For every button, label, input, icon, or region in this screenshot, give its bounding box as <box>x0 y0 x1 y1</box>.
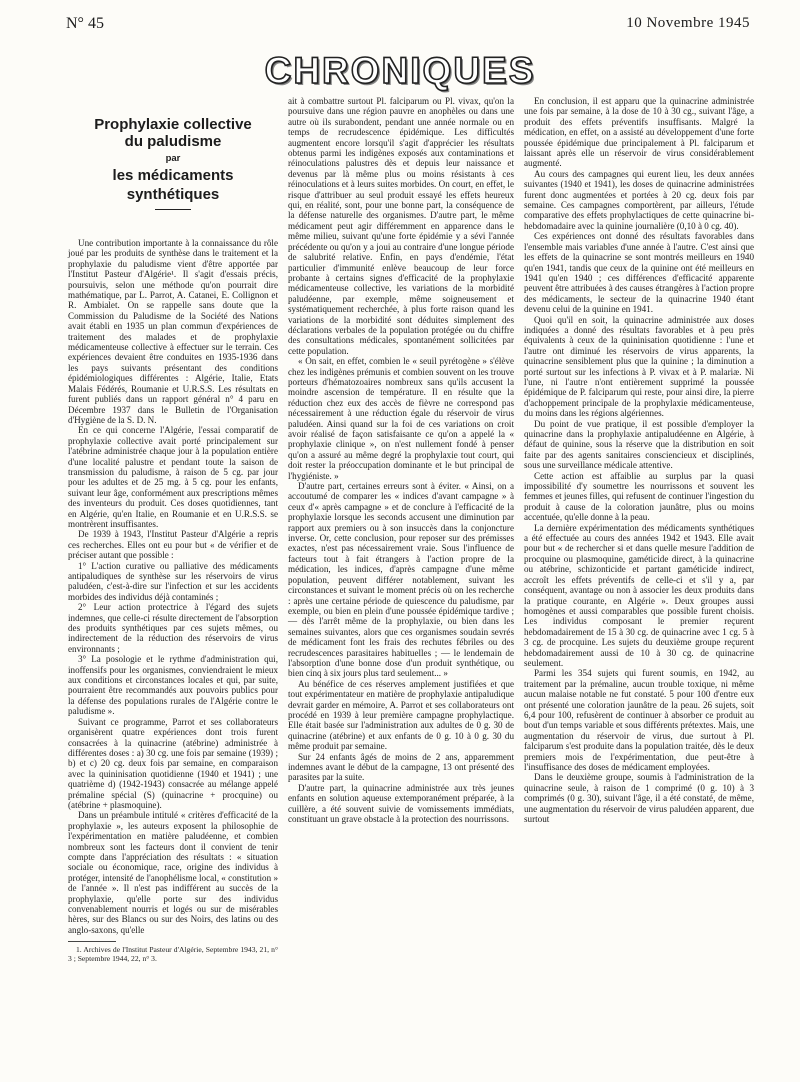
paragraph: D'autre part, certaines erreurs sont à éviter. « Ainsi, on a accoutumé de comparer les « indices d'avant campagne » à ceux d'« après campagne » et de conclure à l'efficacité de la prophylaxie lorsque les seconds accusent une diminution par rapport aux premiers ou à son insuccès dans la conjoncture inverse. Or, cette conclusion, pour reposer sur des prémisses exactes, n'est pas nécessairement vraie. Sous l'influence de facteurs tout à fait étrangers à l'action propre de la médication, les indices, d'après campagne d'une même population, peuvent différer notablement, suivant les circonstances et suivant le moment précis où on les recherche : après une certaine période de quiescence du paludisme, par exemple, ou bien en plein d'une poussée épidémique tardive ; — dès l'arrêt même de la prophylaxie, ou bien dans les semaines suivantes, alors que ces organismes soudain sevrés de médicament font les frais des rechutes fébriles ou des recrudescences parasitaires habituelles ; — le lendemain de l'absorption d'une bonne dose d'un produit synthétique, ou bien cinq à six jours plus tard seulement... » <box>288 481 514 679</box>
paragraph: Au cours des campagnes qui eurent lieu, les deux années suivantes (1940 et 1941), les doses de quinacrine administrées furent donc augmentées et portées à 20 cg. deux fois par semaine. Ces campagnes comportèrent, par ailleurs, l'étude comparative des effets prophylactiques de cette quinacrine bi-hebdomadaire avec la quinine journalière (0,10 à 0 cg. 40). <box>524 168 754 231</box>
paragraph: La dernière expérimentation des médicaments synthétiques a été effectuée au cours des années 1942 et 1943. Elle avait pour but « de rechercher si et dans quelle mesure l'addition de procquine ou plasmoquine, gaméticide direct, à la quinacrine ou atébrine, schizonticide et partant gaméticide indirect, accroît les effets préventifs de celle-ci et s'il y a, par conséquent, avantage ou non à associer les deux produits dans la pratique courante, en Algérie ». Deux groupes aussi homogènes et aussi comparables que possible furent choisis. Les individus composant le premier reçurent hebdomadairement de 15 à 30 cg. de quinacrine avec 1 cg. 5 à 3 cg. de procquine. Les sujets du deuxième groupe reçurent hebdomadairement aussi de 10 à 30 cg. de quinacrine seulement. <box>524 522 754 668</box>
title-rule <box>155 209 191 210</box>
paragraph: Dans le deuxième groupe, soumis à l'administration de la quinacrine seule, à raison de 1 comprimé (0 g. 10) à 3 comprimés (0 g. 30), suivant l'âge, il a été constaté, de même, une augmentation du réservoir de virus paludéen apparent, due surtout <box>524 772 754 825</box>
column-2 <box>288 96 514 824</box>
column-3 <box>524 96 754 824</box>
paragraph: 3° La posologie et le rythme d'administration qui, inoffensifs pour les organismes, conviendraient le mieux aux conditions et circonstances locales et qui, par suite, pourraient être recommandés aux pouvoirs publics pour la défense des populations rurales de l'Algérie contre le paludisme ». <box>68 654 278 717</box>
paragraph: 2° Leur action protectrice à l'égard des sujets indemnes, que celle-ci résulte directement de l'absorption des produits synthétiques par ces sujets mêmes, ou indirectement de la réduction des réservoirs de virus environnants ; <box>68 602 278 654</box>
paragraph: Sur 24 enfants âgés de moins de 2 ans, apparemment indemnes avant le début de la campagne, 13 ont présenté des parasites par la suite. <box>288 751 514 783</box>
paragraph: 1° L'action curative ou palliative des médicaments antipaludiques de synthèse sur les réservoirs de virus paludéen, c'est-à-dire sur l'infection et sur les accidents morbides des individus déjà contaminés ; <box>68 560 278 602</box>
issue-date: 10 Novembre 1945 <box>626 15 750 31</box>
paragraph: Une contribution importante à la connaissance du rôle joué par les produits de synthèse dans le traitement et la prophylaxie du paludisme vient d'être apportée par l'Institut Pasteur d'Algérie¹. Il s'agit d'essais précis, poursuivis, selon une méthode qu'on pourrait dire mathématique, par L. Parrot, A. Catanei, E. Collignon et R. Ambialet. On se rappelle sans doute que la Commission du Paludisme de la Société des Nations avait établi en 1935 un plan commun d'expériences de traitement des malades et de prophylaxie médicamenteuse collective à effectuer sur le terrain. Ces expériences devaient être conduites en 1935-1936 dans les pays suivants présentant des conditions épidémiologiques différentes : Algérie, Italie, Etats Malais Fédérés, Roumanie et U.R.S.S. Les résultats en furent publiés dans un rapport général n° 4 paru en Décembre 1937 dans le Bulletin de l'Organisation d'Hygiène de la S. D. N. <box>68 238 278 425</box>
paragraph: En conclusion, il est apparu que la quinacrine administrée une fois par semaine, à la dose de 10 à 30 cg., suivant l'âge, a produit des effets préventifs insuffisants. Malgré la médication, en effet, on a assisté au développement d'une forte poussée épidémique due principalement à Pl. falciparum et laissant après elle un réservoir de virus considérablement augmenté. <box>524 96 754 169</box>
footnote-text: 1. Archives de l'Institut Pasteur d'Algérie, Septembre 1943, 21, n° 3 ; Septembre 1944, 22, n° 3. <box>68 945 278 964</box>
article-title-line3: les médicaments synthétiques <box>112 167 234 203</box>
column-1 <box>68 116 278 963</box>
paragraph: Du point de vue pratique, il est possible d'employer la quinacrine dans la prophylaxie antipaludéenne en Algérie, à défaut de quinine, sous la réserve que la distribution en soit faite par des agents sanitaires consciencieux et disciplinés, sous une surveillance médicale attentive. <box>524 418 754 471</box>
paragraph: En ce qui concerne l'Algérie, l'essai comparatif de prophylaxie collective avait porté principalement sur l'atébrine administrée chaque jour à la population entière d'une localité palustre et pendant toute la saison de transmission du paludisme, à raison de 5 cg. par jour pour les adultes et de 25 mg. à 5 cg. pour les enfants, suivant leur âge, conformément aux prescriptions mêmes des inventeurs du produit. Ces doses quotidiennes, tant en Algérie, qu'en Italie, en Roumanie et en U.R.S.S. se montrèrent insuffisantes. <box>68 425 278 529</box>
paragraph: Parmi les 354 sujets qui furent soumis, en 1942, au traitement par la prémaline, aucun trouble toxique, ni même aucun malaise notable ne fut constaté. 5 pour 100 d'entre eux ont présenté une coloration jaunâtre de la peau. 26 sujets, soit 6,4 pour 100, refusèrent de continuer à absorber ce produit au bout d'un temps variable et sous différents prétextes. Mais, une augmentation du réservoir de virus, due surtout à Pl. falciparum s'est produite dans la population traitée, dès le deux premiers mois de l'expérimentation, due peut-être à l'insuffisance des doses de médicament employées. <box>524 668 754 772</box>
paragraph: Cette action est affaiblie au surplus par la quasi impossibilité d'y soumettre les nourrissons et souvent les femmes et jeunes filles, qui refusent de continuer l'ingestion du produit à cause de la coloration jaunâtre, plus ou moins accentuée, qu'elle donne à la peau. <box>524 470 754 523</box>
article-title-line2: du paludisme <box>124 133 222 150</box>
paragraph: Suivant ce programme, Parrot et ses collaborateurs organisèrent quatre expériences dont trois furent consacrées à la quinacrine (atébrine) administrée à différentes doses : a) 30 cg. une fois par semaine (1939) ; b) et c) 20 cg. deux fois par semaine, en comparaison avec la quininisation quotidienne (1940 et 1941) ; une quatrième d) (1942-1943) consacrée au mélange appelé prémaline spécial (S) (quinacrine + procquine) ou (atébrine + plasmoquine). <box>68 716 278 810</box>
paragraph: ait à combattre surtout Pl. falciparum ou Pl. vivax, qu'on la poursuive dans une région pauvre en anophèles ou dans une autre où ils surabondent, pendant une année normale ou en temps de recrudescence épidémique. Les difficultés augmentent encore lorsqu'il s'agit d'apprécier les résultats obtenus parmi les indigènes exposés aux contaminations et réinoculations palustres dès et depuis leur naissance et devenus par là même plus ou moins résistants à ces réinoculations et à leurs suites morbides. On court, en effet, le risque d'attribuer au seul produit essayé les effets heureux qui, en réalité, sont, pour une bonne part, la conséquence de la défense naturelle des organismes. D'autre part, le même médicament peut agir différemment en apparence dans le même milieu, suivant qu'une forte épidémie y a sévi l'année précédente ou qu'on y a joui au contraire d'une longue période de salubrité relative. Enfin, en pays d'endémie, l'état particulier d'immunité enlève beaucoup de leur force probante à certains signes d'efficacité de la prophylaxie médicamenteuse collective, les variations de la morbidité paludéenne, par exemple, même soigneusement et systématiquement recherchée, à plus forte raison quand les variations de la morbidité sont déduites simplement des déclarations verbales de la population protégée ou du chiffre des consultations médicales, spontanément sollicitées par cette population. <box>288 96 514 356</box>
paragraph: De 1939 à 1943, l'Institut Pasteur d'Algérie a repris ces recherches. Elles ont eu pour but « de vérifier et de préciser autant que possible : <box>68 529 278 561</box>
paragraph: Quoi qu'il en soit, la quinacrine administrée aux doses indiquées a donné des résultats favorables et à peu près équivalents à ceux de la quininisation quotidienne : l'une et l'autre ont diminué les réservoirs de virus apparents, la quinacrine sensiblement plus que la quinine ; la diminution a porté surtout sur les infections à P. vivax et à P. malariæ. Ni l'une, ni l'autre n'ont entièrement supprimé la poussée épidémique de P. falciparum qui reste, pour ainsi dire, la pierre d'achoppement principale de la prophylaxie médicamenteuse, du moins dans les régions algériennes. <box>524 314 754 419</box>
paragraph: « On sait, en effet, combien le « seuil pyrétogène » s'élève chez les indigènes prémunis et combien souvent on les trouve porteurs d'hématozoaires nombreux sans qu'ils accusent la moindre ascension de température. Il en résulte que la réduction chez eux des accès de fièvre ne correspond pas nécessairement à une réduction égale du réservoir de virus paludéen. Ainsi quand sur la foi de ces variations on croit avoir réalisé de façon satisfaisante ce qu'on a appelé la « prophylaxie clinique », on n'est nullement fondé à penser qu'on a assuré au même degré la prophylaxie tout court, qui doit rester la préoccupation dominante et le but principal de l'hygiéniste. » <box>288 356 514 481</box>
footnote-separator <box>68 941 116 942</box>
footnote <box>68 945 278 963</box>
paragraph: Ces expériences ont donné des résultats favorables dans l'ensemble mais variables d'une année à l'autre. C'est ainsi que les effets de la quinacrine se sont montrés meilleurs en 1940 qu'en 1941, tandis que ceux de la quinine ont été meilleurs en 1941 qu'en 1940 ; ces différences d'efficacité apparente peuvent être attribuées à des causes étrangères à l'action propre des médicaments, le secteur de la quinacrine 1940 étant devenu celui de la quinine en 1941. <box>524 231 754 315</box>
article-title-line1: Prophylaxie collective <box>94 116 252 133</box>
article-title-par: par <box>165 153 181 164</box>
paragraph: D'autre part, la quinacrine administrée aux très jeunes enfants en solution aqueuse extemporanément préparée, à la cuillère, a été souvent suivie de vomissements immédiats, constituant un grave obstacle à la protection des nourrissons. <box>288 782 514 825</box>
paragraph: Au bénéfice de ces réserves amplement justifiées et que tout expérimentateur en matière de prophylaxie antipaludique devrait garder en mémoire, A. Parrot et ses collaborateurs ont procédé en 1939 à leur première campagne prophylactique. Elle était basée sur l'administration aux adultes de 0 g. 30 de quinacrine (atébrine) et aux enfants de 0 g. 10 à 0 g. 30 du même produit par semaine. <box>288 678 514 752</box>
issue-number: N° 45 <box>66 15 104 32</box>
paragraph: Dans un préambule intitulé « critères d'efficacité de la prophylaxie », les auteurs exposent la philosophie de l'expérimentation en matière paludéenne, et combien nombreux sont les facteurs dont il convient de tenir compte dans l'appréciation des résultats : « situation sociale ou économique, race, origine des individus à protéger, intensité de l'anophélisme local, « constitution » de l'année ». Il n'est pas indifférent au succès de la prophylaxie, qu'elle porte sur des individus convenablement nourris et logés ou sur de misérables hères, sur des Blancs ou sur des Noirs, des latins ou des anglo-saxons, qu'elle <box>68 810 278 935</box>
masthead-title: CHRONIQUES <box>264 50 536 91</box>
